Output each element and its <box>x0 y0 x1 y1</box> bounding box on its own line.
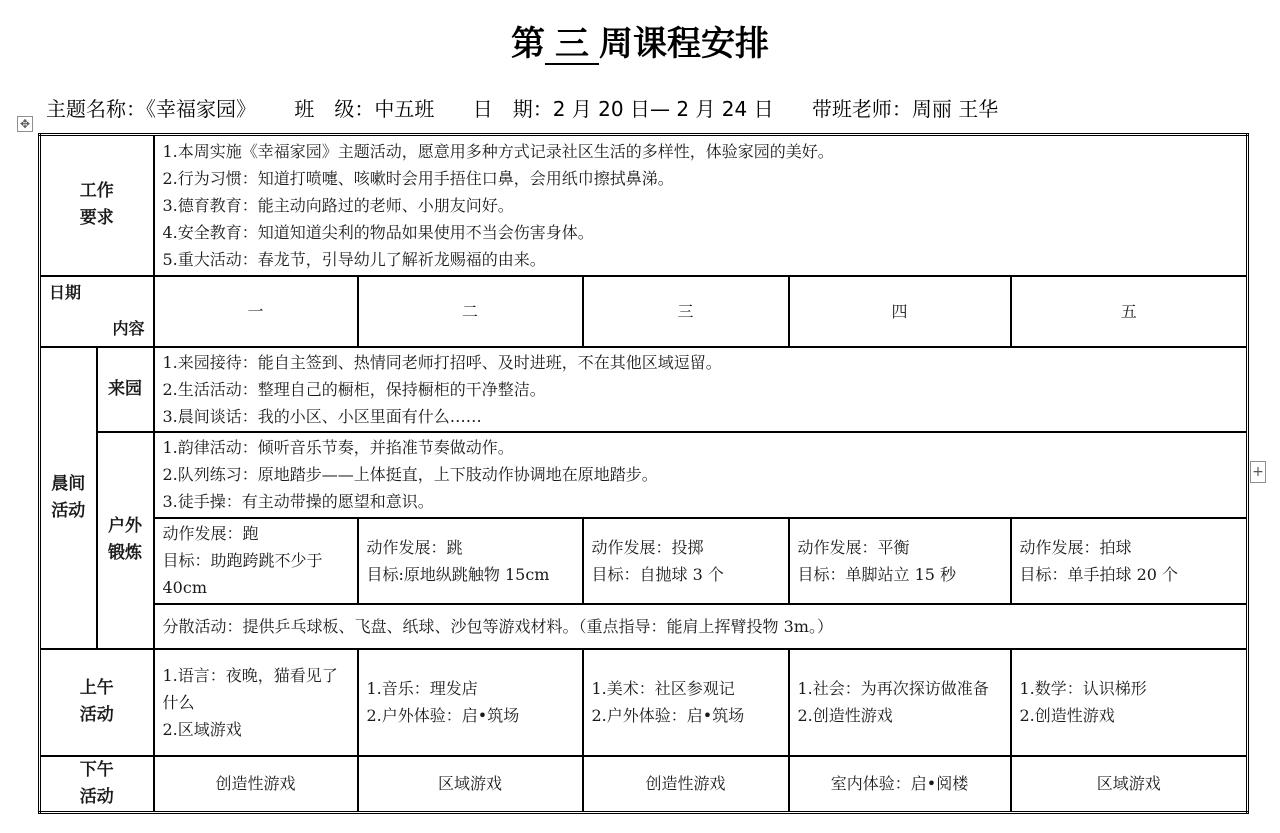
scatter-row <box>40 604 1248 649</box>
week-number: 三 <box>545 25 599 65</box>
list-item: 1.韵律活动：倾听音乐节奏，并掐准节奏做动作。 <box>162 438 514 458</box>
motor-dev-cell: 动作发展：拍球 目标：单手拍球 20 个 <box>1011 518 1248 604</box>
day-thursday: 四 <box>789 276 1011 347</box>
title-suffix: 周课程安排 <box>599 24 769 64</box>
list-item: 4.安全教育：知道知道尖利的物品如果使用不当会伤害身体。 <box>162 222 594 242</box>
list-item: 2.生活活动：整理自己的橱柜，保持橱柜的干净整洁。 <box>162 379 546 399</box>
info-line <box>46 92 1266 126</box>
morning-label: 晨间 活动 <box>40 347 97 649</box>
motor-dev-cell: 动作发展：跳 目标:原地纵跳触物 15cm <box>358 518 583 604</box>
list-item: 3.晨间谈话：我的小区、小区里面有什么…… <box>162 406 482 426</box>
list-item: 1.来园接待：能自主签到、热情同老师打招呼、及时进班，不在其他区域逗留。 <box>162 352 722 372</box>
date-header-row <box>40 276 1248 347</box>
pm-cell: 创造性游戏 <box>154 756 358 813</box>
am-cell: 1.语言：夜晚，猫看见了什么 2.区域游戏 <box>154 649 358 756</box>
work-row <box>40 135 1248 276</box>
list-item: 5.重大活动：春龙节，引导幼儿了解祈龙赐福的由来。 <box>162 249 546 269</box>
pm-cell: 区域游戏 <box>358 756 583 813</box>
list-item: 3.徒手操：有主动带操的愿望和意识。 <box>162 492 434 512</box>
list-item: 2.行为习惯：知道打喷嚏、咳嗽时会用手捂住口鼻，会用纸巾擦拭鼻涕。 <box>162 168 674 188</box>
list-item: 1.本周实施《幸福家园》主题活动，愿意用多种方式记录社区生活的多样性，体验家园的美好。 <box>162 141 834 161</box>
pm-row <box>40 756 1248 813</box>
list-item: 2.队列练习：原地踏步——上体挺直，上下肢动作协调地在原地踏步。 <box>162 465 658 485</box>
title-prefix: 第 <box>511 24 545 64</box>
am-cell: 1.美术：社区参观记 2.户外体验：启•筑场 <box>583 649 789 756</box>
page-title <box>0 20 1280 68</box>
day-tuesday: 二 <box>358 276 583 347</box>
motor-dev-cell: 动作发展：投掷 目标：自抛球 3 个 <box>583 518 789 604</box>
pm-label: 下午 活动 <box>40 756 154 813</box>
pm-cell: 创造性游戏 <box>583 756 789 813</box>
work-requirements <box>154 135 1248 276</box>
teachers: 带班老师：周丽 王华 <box>811 97 999 121</box>
arrival-label: 来园 <box>97 347 154 432</box>
am-cell: 1.音乐：理发店 2.户外体验：启•筑场 <box>358 649 583 756</box>
outdoor-content <box>154 432 1248 518</box>
am-row <box>40 649 1248 756</box>
class-name: 班 级：中五班 <box>294 97 435 121</box>
am-label: 上午 活动 <box>40 649 154 756</box>
work-label: 工作 要求 <box>40 135 154 276</box>
day-friday: 五 <box>1011 276 1248 347</box>
motor-dev-row <box>40 518 1248 604</box>
theme-name: 主题名称：《幸福家园》 <box>46 97 256 121</box>
date-range: 日 期：2 月 20 日— 2 月 24 日 <box>472 97 774 121</box>
motor-dev-cell: 动作发展：平衡 目标：单脚站立 15 秒 <box>789 518 1011 604</box>
date-content-header <box>40 276 154 347</box>
pm-cell: 区域游戏 <box>1011 756 1248 813</box>
day-monday: 一 <box>154 276 358 347</box>
content-label: 内容 <box>112 318 145 338</box>
move-handle-icon[interactable]: ✥ <box>17 116 33 132</box>
pm-cell: 室内体验：启•阅楼 <box>789 756 1011 813</box>
am-cell: 1.社会：为再次探访做准备 2.创造性游戏 <box>789 649 1011 756</box>
am-cell: 1.数学：认识梯形 2.创造性游戏 <box>1011 649 1248 756</box>
date-label: 日期 <box>49 282 82 302</box>
motor-dev-cell: 动作发展：跑 目标：助跑跨跳不少于 40cm <box>154 518 358 604</box>
day-wednesday: 三 <box>583 276 789 347</box>
outdoor-row <box>40 432 1248 518</box>
table-resize-icon[interactable]: + <box>1250 461 1266 483</box>
outdoor-label: 户外 锻炼 <box>97 432 154 649</box>
list-item: 3.德育教育：能主动向路过的老师、小朋友问好。 <box>162 195 514 215</box>
arrival-content <box>154 347 1248 432</box>
arrival-row <box>40 347 1248 432</box>
scatter-activity: 分散活动：提供乒乓球板、飞盘、纸球、沙包等游戏材料。（重点指导：能肩上挥臂投物 3m。） <box>154 604 1248 649</box>
schedule-table <box>38 133 1249 814</box>
